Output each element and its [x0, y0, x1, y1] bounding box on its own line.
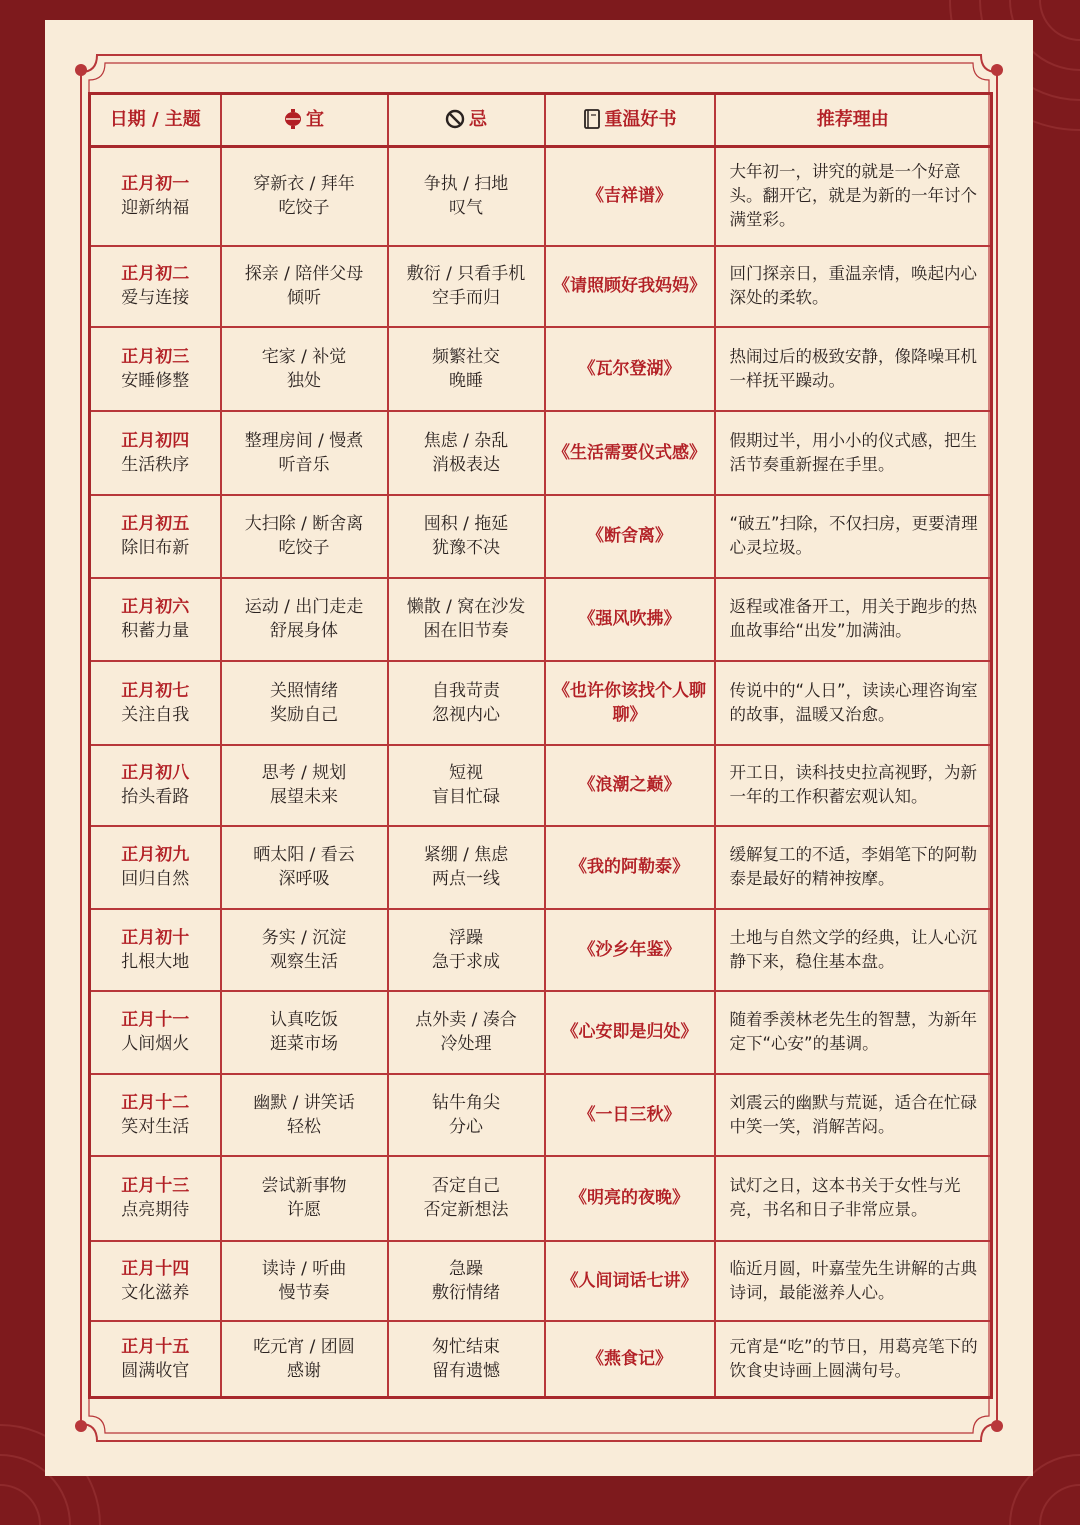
ji-line: 犹豫不决: [432, 538, 500, 558]
ji-line: 短视: [449, 763, 483, 783]
table-row: [90, 495, 992, 578]
topic-label: 点亮期待: [121, 1200, 190, 1220]
calendar-paper: [45, 20, 1033, 1476]
ji-cell: [388, 578, 545, 661]
date-cell: [90, 327, 221, 411]
reason-text: 热闹过后的极致安静，像降噪耳机一样抚平躁动。: [715, 327, 992, 411]
yi-line: 读诗 / 听曲: [261, 1258, 347, 1279]
ji-line: 匆忙结束: [432, 1336, 500, 1357]
reason-text: “破五”扫除，不仅扫房，更要清理心灵垃圾。: [715, 495, 992, 578]
yi-line: 幽默 / 讲笑话: [253, 1092, 355, 1113]
table-row: [90, 1156, 992, 1241]
book-title: 《燕食记》: [545, 1321, 715, 1398]
date-label: 正月初四: [121, 430, 190, 451]
yi-cell: [221, 1156, 388, 1241]
topic-label: 笑对生活: [121, 1116, 190, 1137]
yi-line: 吃饺子: [278, 538, 330, 558]
ji-cell: [388, 745, 545, 826]
ji-line: 敷衍 / 只看手机: [406, 264, 526, 284]
topic-label: 人间烟火: [121, 1034, 190, 1054]
ji-cell: [388, 1321, 545, 1398]
table-row: [90, 246, 992, 327]
book-title: 《生活需要仪式感》: [545, 411, 715, 495]
header-reason: 推荐理由: [715, 94, 992, 147]
reason-text: 缓解复工的不适，李娟笔下的阿勒泰是最好的精神按摩。: [715, 826, 992, 909]
header-row: [90, 94, 992, 147]
date-label: 正月初十: [121, 927, 190, 948]
ji-line: 频繁社交: [432, 346, 500, 367]
ji-line: 浮躁: [449, 927, 483, 948]
reason-text: 试灯之日，这本书关于女性与光亮，书名和日子非常应景。: [715, 1156, 992, 1241]
yi-line: 观察生活: [270, 951, 338, 972]
ji-line: 分心: [449, 1116, 483, 1137]
table-row: [90, 578, 992, 661]
yi-cell: [221, 246, 388, 327]
ji-cell: [388, 147, 545, 246]
yi-line: 展望未来: [270, 787, 338, 807]
yi-line: 思考 / 规划: [261, 763, 347, 783]
yi-cell: [221, 147, 388, 246]
ji-line: 争执 / 扫地: [423, 174, 509, 195]
ji-line: 否定新想法: [423, 1200, 509, 1220]
ji-line: 叹气: [449, 198, 483, 219]
book-title: 《浪潮之巅》: [545, 745, 715, 826]
date-label: 正月十二: [121, 1092, 190, 1113]
ji-line: 自我苛责: [432, 680, 500, 701]
ji-line: 盲目忙碌: [432, 787, 500, 807]
date-label: 正月初九: [121, 845, 190, 865]
yi-line: 宅家 / 补觉: [261, 346, 347, 367]
yi-line: 深呼吸: [278, 869, 330, 889]
ji-cell: [388, 327, 545, 411]
yi-line: 逛菜市场: [270, 1034, 338, 1054]
table-row: [90, 661, 992, 745]
book-title: 《明亮的夜晚》: [545, 1156, 715, 1241]
reason-text: 传说中的“人日”，读读心理咨询室的故事，温暖又治愈。: [715, 661, 992, 745]
topic-label: 除旧布新: [121, 538, 190, 558]
yi-line: 关照情绪: [270, 680, 338, 701]
book-title: 《也许你该找个人聊聊》: [545, 661, 715, 745]
ji-cell: [388, 246, 545, 327]
ji-line: 否定自己: [432, 1176, 500, 1196]
yi-cell: [221, 991, 388, 1074]
topic-label: 安睡修整: [121, 370, 190, 391]
topic-label: 回归自然: [121, 869, 190, 889]
header-date-topic: 日期 / 主题: [90, 94, 221, 147]
yi-line: 认真吃饭: [270, 1010, 338, 1030]
ji-line: 敷衍情绪: [432, 1282, 500, 1303]
table-row: [90, 909, 992, 991]
book-title: 《沙乡年鉴》: [545, 909, 715, 991]
yi-line: 独处: [287, 370, 321, 391]
header-yi: 宜: [221, 94, 388, 147]
yi-cell: [221, 411, 388, 495]
yi-cell: [221, 909, 388, 991]
yi-line: 舒展身体: [270, 621, 338, 641]
yi-cell: [221, 745, 388, 826]
date-cell: [90, 661, 221, 745]
ji-cell: [388, 826, 545, 909]
date-label: 正月初一: [121, 174, 190, 195]
reason-text: 元宵是“吃”的节日，用葛亮笔下的饮食史诗画上圆满句号。: [715, 1321, 992, 1398]
table-row: [90, 1241, 992, 1321]
forbidden-icon: [445, 109, 465, 129]
ji-cell: [388, 411, 545, 495]
ji-line: 晚睡: [449, 370, 483, 391]
book-title: 《人间词话七讲》: [545, 1241, 715, 1321]
reason-text: 回门探亲日，重温亲情，唤起内心深处的柔软。: [715, 246, 992, 327]
ji-line: 空手而归: [432, 288, 500, 308]
book-title: 《强风吹拂》: [545, 578, 715, 661]
ji-cell: [388, 661, 545, 745]
ji-cell: [388, 1241, 545, 1321]
yi-cell: [221, 661, 388, 745]
ji-cell: [388, 1074, 545, 1156]
yi-cell: [221, 1241, 388, 1321]
book-title: 《请照顾好我妈妈》: [545, 246, 715, 327]
yi-cell: [221, 327, 388, 411]
book-title: 《我的阿勒泰》: [545, 826, 715, 909]
table-row: [90, 327, 992, 411]
book-title: 《断舍离》: [545, 495, 715, 578]
yi-line: 吃元宵 / 团圆: [253, 1336, 355, 1357]
topic-label: 迎新纳福: [121, 198, 190, 219]
yi-line: 倾听: [287, 288, 321, 308]
yi-line: 轻松: [287, 1116, 321, 1137]
date-cell: [90, 1074, 221, 1156]
ji-cell: [388, 1156, 545, 1241]
date-label: 正月初六: [121, 597, 190, 617]
yi-line: 慢节奏: [278, 1282, 330, 1303]
lantern-icon: [284, 109, 302, 129]
yi-line: 尝试新事物: [261, 1176, 347, 1196]
date-cell: [90, 1321, 221, 1398]
ji-line: 忽视内心: [432, 704, 500, 725]
ji-line: 懒散 / 窝在沙发: [406, 597, 526, 617]
date-label: 正月十三: [121, 1176, 190, 1196]
date-label: 正月初七: [121, 680, 190, 701]
date-label: 正月初八: [121, 763, 190, 783]
ji-cell: [388, 991, 545, 1074]
date-cell: [90, 909, 221, 991]
book-icon: [583, 109, 601, 129]
book-title: 《心安即是归处》: [545, 991, 715, 1074]
reason-text: 临近月圆，叶嘉莹先生讲解的古典诗词，最能滋养人心。: [715, 1241, 992, 1321]
yi-line: 探亲 / 陪伴父母: [244, 264, 364, 284]
reason-text: 假期过半，用小小的仪式感，把生活节奏重新握在手里。: [715, 411, 992, 495]
topic-label: 爱与连接: [121, 288, 190, 308]
reason-text: 随着季羡林老先生的智慧，为新年定下“心安”的基调。: [715, 991, 992, 1074]
date-cell: [90, 1241, 221, 1321]
date-cell: [90, 495, 221, 578]
date-cell: [90, 826, 221, 909]
yi-cell: [221, 578, 388, 661]
reason-text: 刘震云的幽默与荒诞，适合在忙碌中笑一笑，消解苦闷。: [715, 1074, 992, 1156]
ji-line: 急于求成: [432, 951, 500, 972]
new-year-reading-calendar: [88, 92, 993, 1399]
ji-line: 留有遗憾: [432, 1360, 500, 1381]
ji-line: 钻牛角尖: [432, 1092, 500, 1113]
date-label: 正月十四: [121, 1258, 190, 1279]
reason-text: 大年初一，讲究的就是一个好意头。翻开它，就是为新的一年讨个满堂彩。: [715, 147, 992, 246]
ji-line: 急躁: [449, 1258, 483, 1279]
ji-line: 消极表达: [432, 454, 500, 475]
yi-line: 晒太阳 / 看云: [253, 845, 355, 865]
topic-label: 关注自我: [121, 704, 190, 725]
yi-line: 整理房间 / 慢煮: [244, 430, 364, 451]
ji-line: 焦虑 / 杂乱: [423, 430, 509, 451]
ji-cell: [388, 909, 545, 991]
header-ji: 忌: [388, 94, 545, 147]
yi-cell: [221, 1321, 388, 1398]
ji-line: 囤积 / 拖延: [423, 514, 509, 534]
date-label: 正月初二: [121, 264, 190, 284]
date-cell: [90, 246, 221, 327]
date-cell: [90, 578, 221, 661]
yi-cell: [221, 1074, 388, 1156]
topic-label: 圆满收官: [121, 1360, 190, 1381]
date-cell: [90, 411, 221, 495]
date-label: 正月十五: [121, 1336, 190, 1357]
date-label: 正月十一: [121, 1010, 190, 1030]
reason-text: 土地与自然文学的经典，让人心沉静下来，稳住基本盘。: [715, 909, 992, 991]
topic-label: 抬头看路: [121, 787, 190, 807]
yi-line: 大扫除 / 断舍离: [244, 514, 364, 534]
ji-cell: [388, 495, 545, 578]
reason-text: 返程或准备开工，用关于跑步的热血故事给“出发”加满油。: [715, 578, 992, 661]
table-row: [90, 147, 992, 246]
ji-line: 困在旧节奏: [423, 621, 509, 641]
date-cell: [90, 147, 221, 246]
topic-label: 积蓄力量: [121, 621, 190, 641]
date-label: 正月初三: [121, 346, 190, 367]
book-title: 《吉祥谱》: [545, 147, 715, 246]
yi-line: 奖励自己: [270, 704, 338, 725]
table-row: [90, 1074, 992, 1156]
table-row: [90, 991, 992, 1074]
topic-label: 扎根大地: [121, 951, 190, 972]
date-label: 正月初五: [121, 514, 190, 534]
ji-line: 冷处理: [440, 1034, 492, 1054]
date-cell: [90, 991, 221, 1074]
ji-line: 点外卖 / 凑合: [415, 1010, 517, 1030]
table-row: [90, 826, 992, 909]
book-title: 《瓦尔登湖》: [545, 327, 715, 411]
yi-line: 穿新衣 / 拜年: [253, 174, 355, 195]
yi-line: 感谢: [287, 1360, 321, 1381]
table-row: [90, 745, 992, 826]
yi-cell: [221, 495, 388, 578]
topic-label: 生活秩序: [121, 454, 190, 475]
ji-line: 两点一线: [432, 869, 500, 889]
topic-label: 文化滋养: [121, 1282, 190, 1303]
yi-line: 务实 / 沉淀: [261, 927, 347, 948]
table-row: [90, 1321, 992, 1398]
ji-line: 紧绷 / 焦虑: [423, 845, 509, 865]
yi-line: 吃饺子: [278, 198, 330, 219]
yi-line: 许愿: [287, 1200, 321, 1220]
book-title: 《一日三秋》: [545, 1074, 715, 1156]
date-cell: [90, 1156, 221, 1241]
table-row: [90, 411, 992, 495]
date-cell: [90, 745, 221, 826]
yi-line: 听音乐: [278, 454, 330, 475]
header-book: 重温好书: [545, 94, 715, 147]
reason-text: 开工日，读科技史拉高视野，为新一年的工作积蓄宏观认知。: [715, 745, 992, 826]
yi-line: 运动 / 出门走走: [244, 597, 364, 617]
yi-cell: [221, 826, 388, 909]
